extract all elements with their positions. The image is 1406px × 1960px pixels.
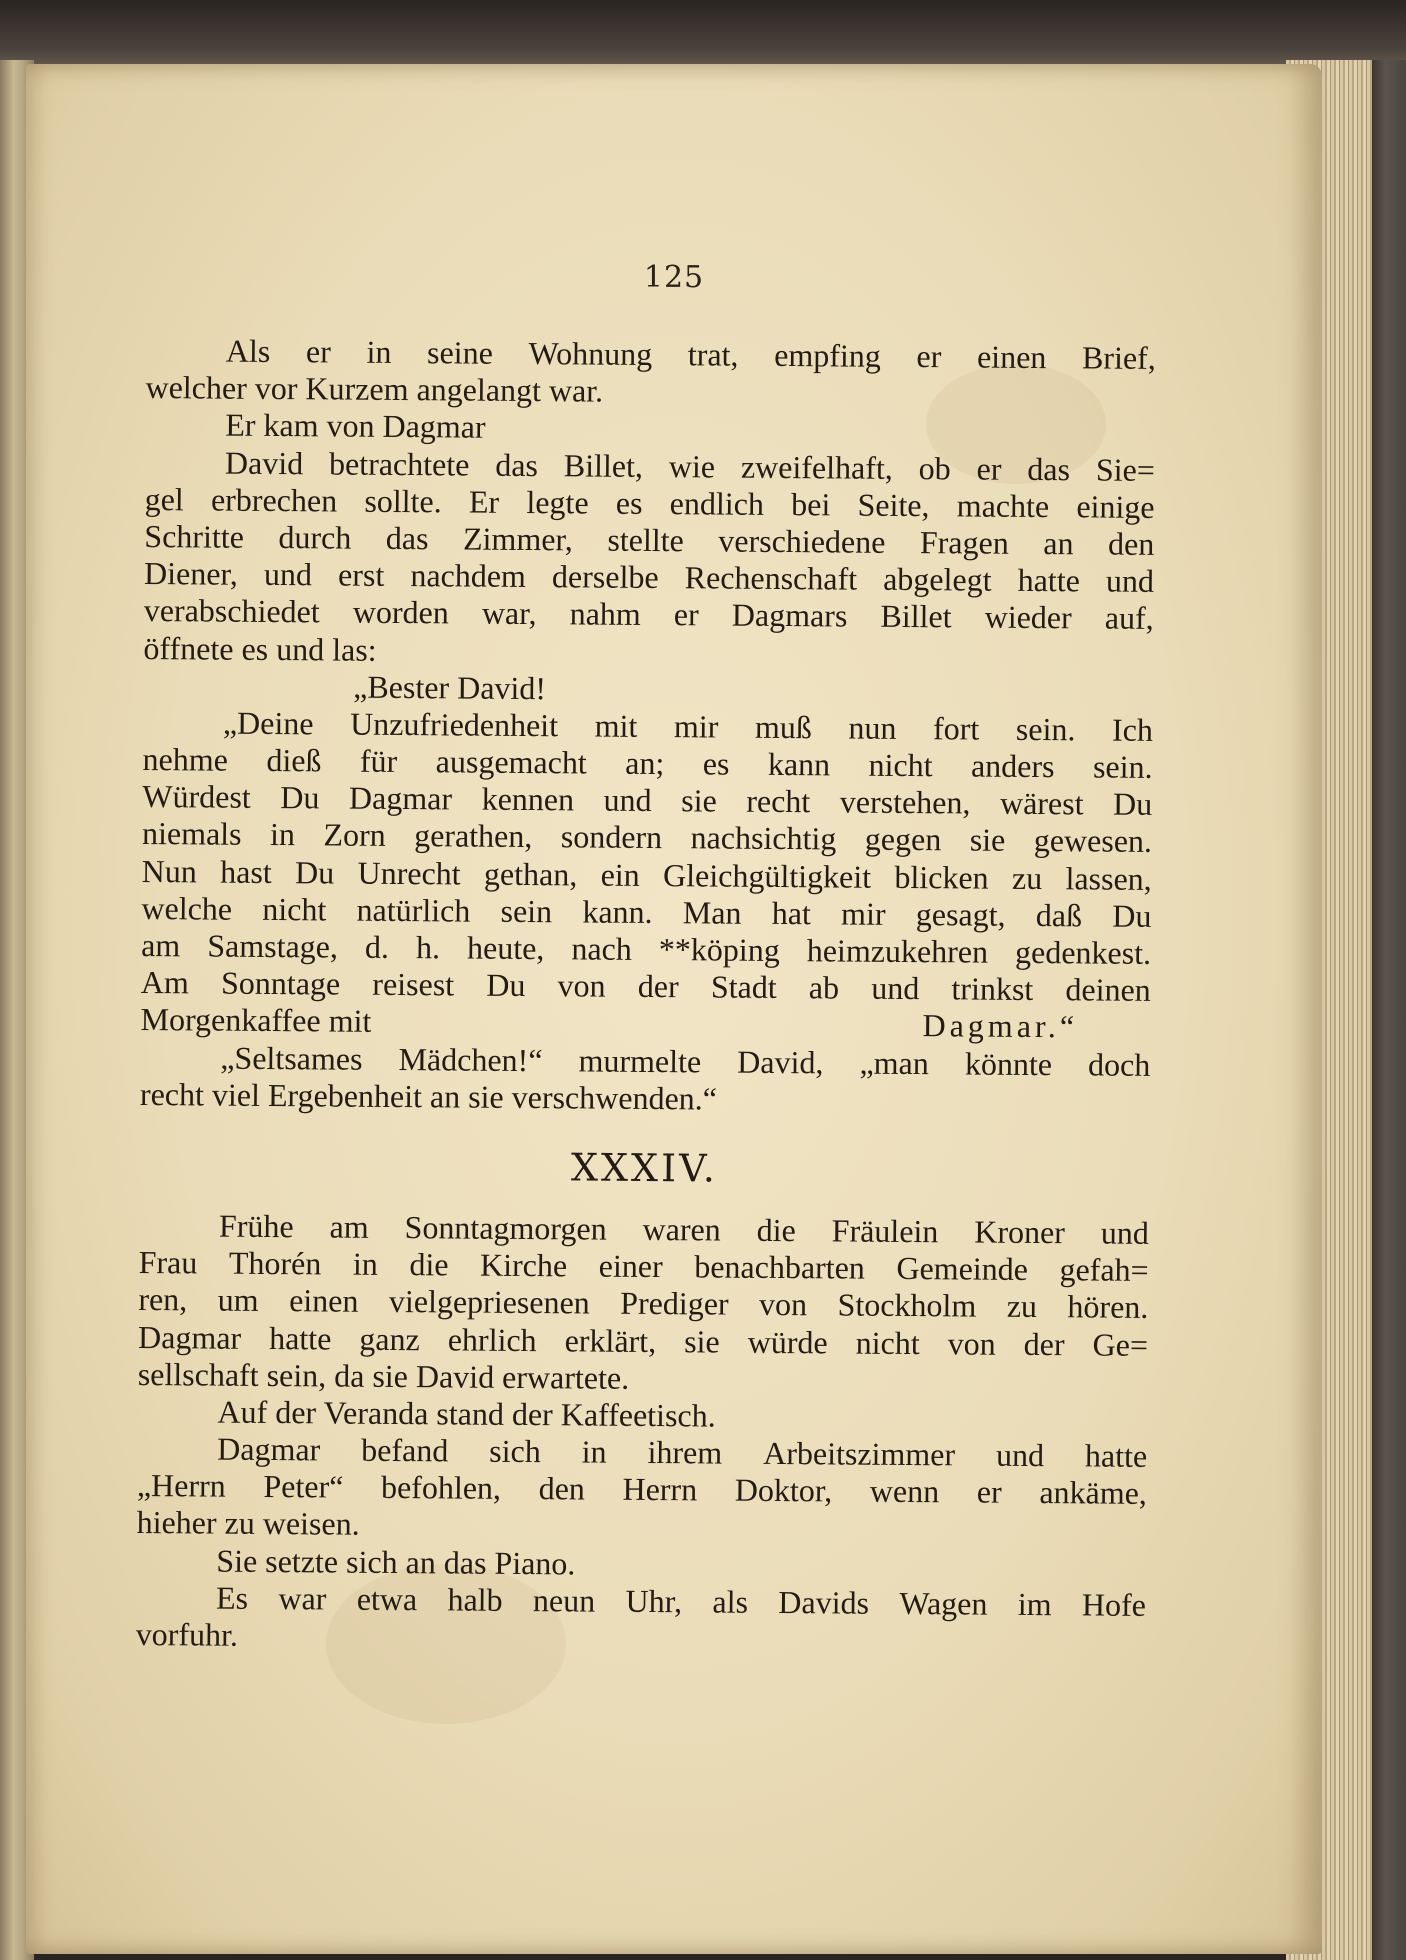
word: er (673, 596, 699, 633)
word: es (615, 484, 643, 521)
word: sein. (1015, 710, 1076, 748)
word: von (557, 967, 606, 1004)
word: Fräulein (831, 1212, 939, 1250)
word: wie (668, 447, 716, 485)
word: ausgemacht (435, 743, 587, 781)
word: für (359, 742, 398, 780)
word: sie (681, 782, 717, 819)
word: Peter“ (263, 1468, 344, 1505)
text-line: vorfuhr. (135, 1615, 239, 1653)
word: Rechenschaft (684, 559, 858, 597)
word: hören. (1067, 1288, 1149, 1326)
word: Wohnung (528, 335, 653, 372)
word: Gemeinde (896, 1250, 1029, 1288)
word: muß (754, 708, 813, 746)
word: sie (969, 821, 1006, 859)
word: verstehen, (839, 783, 971, 821)
word: Fragen (919, 524, 1009, 561)
word: sein. (1092, 748, 1153, 785)
word: ehrlich (447, 1320, 537, 1358)
text-line (136, 1579, 1146, 1624)
text-line: hieher zu weisen. (136, 1504, 360, 1543)
word: ihrem (647, 1434, 723, 1471)
text-line (142, 815, 1152, 860)
word: Man (682, 894, 742, 931)
word: um (217, 1281, 259, 1319)
word: Prediger (620, 1285, 729, 1322)
word: Schritte (144, 517, 245, 555)
word: sondern (560, 818, 663, 856)
word: wieder (984, 598, 1072, 636)
word: sollte. (364, 482, 442, 520)
word: gel (144, 480, 184, 518)
word: niemals (141, 815, 242, 853)
word: ankäme, (1039, 1474, 1148, 1512)
word: Kroner (974, 1213, 1066, 1251)
word: recht (746, 782, 811, 820)
word: und (871, 969, 920, 1007)
word: endlich (669, 484, 765, 522)
word: die (756, 1211, 796, 1249)
word: erst (337, 556, 385, 594)
word: erklärt, (564, 1321, 657, 1359)
word: einige (1076, 488, 1155, 525)
text-section-letter (141, 332, 1156, 1009)
word: d. (364, 928, 390, 965)
word: hast (220, 853, 272, 890)
word: er (305, 333, 331, 370)
word: Zorn (323, 816, 386, 854)
word: anders (970, 747, 1055, 785)
word: doch (1087, 1045, 1151, 1083)
word: Nun (141, 852, 198, 890)
word: neun (532, 1581, 596, 1619)
word: und (995, 1436, 1045, 1474)
word: mir (673, 708, 719, 745)
word: hatte (269, 1319, 332, 1356)
word: Sonntagmorgen (404, 1208, 607, 1247)
word: am (141, 926, 181, 964)
word: mit (594, 707, 638, 744)
word: würde (747, 1323, 828, 1360)
word: sich (489, 1432, 541, 1470)
word: hat (771, 894, 812, 932)
word: wärest (999, 784, 1084, 822)
word: Thorén (228, 1244, 322, 1282)
word: Dagmars (731, 596, 848, 634)
page-number: 125 (643, 260, 705, 295)
word: Wagen (899, 1584, 988, 1622)
word: in (352, 1245, 378, 1282)
word: es (702, 745, 730, 782)
word: und (603, 781, 652, 819)
word: sein (500, 892, 553, 930)
word: Es (215, 1579, 249, 1616)
word: derselbe (551, 558, 659, 596)
word: im (1017, 1585, 1052, 1622)
word: heimzukehren (806, 932, 989, 970)
word: am (329, 1208, 369, 1245)
word: dieß (266, 742, 322, 779)
word: Kirche (479, 1246, 568, 1284)
word: Arbeitszimmer (763, 1434, 956, 1473)
word: Als (225, 332, 271, 369)
text-line: Er kam von Dagmar (225, 407, 486, 446)
word: Unrecht (357, 854, 461, 892)
word: empfing (774, 336, 881, 374)
word: als (712, 1583, 749, 1620)
word: David, (737, 1043, 824, 1080)
word: in (269, 816, 296, 853)
word: einen (289, 1282, 359, 1320)
word: den (538, 1470, 586, 1507)
word: auf, (1104, 599, 1154, 637)
word: gedenkest. (1014, 933, 1152, 971)
word: das (1027, 450, 1071, 487)
word: halb (447, 1581, 503, 1618)
word: gegen (864, 821, 942, 858)
word: von (947, 1324, 996, 1362)
word: Uhr, (625, 1582, 683, 1620)
word: ob (918, 449, 951, 486)
word: waren (642, 1210, 721, 1248)
word: nachdem (410, 557, 527, 595)
word: **köping (658, 931, 780, 968)
word: „Seltsames (220, 1039, 363, 1077)
word: Sie= (1095, 451, 1155, 488)
text-line: sellschaft sein, da sie David erwartete. (137, 1355, 630, 1396)
word: Billet (880, 598, 952, 635)
word: in (581, 1433, 607, 1470)
word: könnte (964, 1045, 1053, 1082)
word: Sonntage (220, 964, 341, 1002)
word: lassen, (1065, 859, 1152, 897)
word: legte (526, 483, 589, 521)
book-page (26, 64, 1322, 1954)
word: Samstage, (207, 927, 339, 965)
word: war (278, 1579, 327, 1617)
word: verabschiedet (143, 592, 320, 630)
word: Du (294, 853, 335, 891)
word: Stadt (710, 968, 777, 1006)
word: stellte (607, 521, 684, 559)
word: „man (859, 1044, 929, 1081)
page-text (136, 332, 1156, 1661)
word: den (1107, 525, 1155, 562)
word: David (224, 444, 304, 481)
word: gerathen, (414, 817, 533, 855)
word: Du (486, 966, 526, 1004)
signature-line-text: Morgenkaffee mit (140, 1001, 372, 1040)
word: Doktor, (734, 1471, 833, 1509)
word: der (637, 968, 679, 1005)
word: trat, (687, 336, 739, 373)
word: „Herrn (136, 1467, 226, 1504)
word: blicken (894, 858, 989, 896)
word: worden (352, 593, 449, 631)
word: das (385, 519, 429, 557)
word: betrachtete (328, 445, 470, 483)
word: gewesen. (1033, 822, 1153, 860)
word: gethan, (483, 855, 578, 893)
word: „Deine (222, 704, 314, 742)
word: in (366, 333, 392, 370)
word: Dagmar (348, 779, 453, 817)
word: zu (1006, 1288, 1038, 1325)
word: heute, (466, 929, 545, 967)
letter-signature: Dagmar.“ (922, 1007, 1079, 1045)
text-line: recht viel Ergebenheit an sie verschwenden.“ (139, 1075, 718, 1117)
word: ein (600, 856, 640, 893)
word: nehme (142, 741, 229, 778)
word: der (1023, 1325, 1065, 1362)
word: nicht (855, 1324, 920, 1361)
word: Am (140, 964, 190, 1001)
word: natürlich (356, 891, 471, 929)
word: nachsichtig (690, 819, 837, 857)
word: die (409, 1246, 449, 1283)
word: abgelegt (883, 560, 992, 598)
word: kann (767, 745, 831, 783)
word: nach (571, 930, 632, 967)
word: kennen (481, 780, 575, 818)
word: machte (956, 487, 1050, 524)
word: ab (808, 969, 840, 1006)
word: gesagt, (915, 895, 1006, 933)
word: ren, (138, 1281, 188, 1318)
word: Ge= (1092, 1325, 1149, 1363)
word: Dagmar (137, 1318, 242, 1356)
word: Herrn (622, 1471, 698, 1508)
chapter-heading: XXXIV. (570, 1145, 719, 1191)
word: das (495, 446, 539, 483)
word: bei (791, 485, 831, 523)
word: welche (141, 889, 233, 927)
word: Mädchen!“ (398, 1040, 543, 1078)
word: Billet, (563, 446, 644, 484)
word: Gleichgültigkeit (662, 856, 872, 895)
word: Brief, (1081, 339, 1156, 376)
book-top-edge (0, 0, 1406, 70)
word: Stockholm (837, 1286, 977, 1324)
word: reisest (372, 965, 455, 1003)
word: trinkst (951, 970, 1034, 1008)
text-line: öffnete es und las: (143, 629, 377, 668)
word: Würdest (142, 778, 251, 816)
word: befohlen, (380, 1469, 502, 1507)
word: sie (684, 1322, 720, 1360)
word: er (976, 1473, 1002, 1511)
word: murmelte (578, 1041, 702, 1079)
word: war, (481, 594, 537, 632)
word: h. (415, 929, 441, 966)
word: nun (848, 709, 897, 746)
text-line: Sie setzte sich an das Piano. (216, 1542, 576, 1582)
word: durch (278, 518, 352, 556)
word: einer (598, 1247, 663, 1285)
word: kann. (582, 893, 653, 930)
word: verschiedene (718, 522, 886, 560)
word: gefah= (1059, 1251, 1149, 1289)
word: zu (1011, 859, 1043, 896)
word: Du (1112, 785, 1153, 823)
word: und (1100, 1214, 1150, 1251)
word: wenn (869, 1472, 940, 1510)
word: Seite, (857, 486, 930, 523)
word: hatte (1017, 561, 1081, 599)
text-line: „Bester David! (353, 668, 547, 706)
word: Davids (778, 1583, 870, 1621)
word: Hofe (1081, 1586, 1147, 1623)
word: ganz (359, 1320, 420, 1357)
word: vielgepriesenen (388, 1283, 590, 1321)
word: fort (932, 710, 980, 747)
word: einen (976, 338, 1047, 376)
word: und (263, 556, 313, 593)
text-line: Auf der Veranda stand der Kaffeetisch. (217, 1393, 716, 1434)
word: nahm (569, 595, 641, 633)
word: Ich (1111, 711, 1154, 748)
word: an; (625, 744, 665, 782)
word: seine (426, 334, 494, 371)
word: befand (361, 1431, 449, 1469)
signature-line (140, 1001, 1150, 1046)
word: er (916, 338, 942, 375)
word: benachbarten (694, 1248, 866, 1286)
word: Du (280, 779, 320, 816)
word: nicht (262, 890, 327, 928)
word: Frühe (218, 1207, 294, 1245)
word: Er (468, 483, 500, 520)
word: deinen (1065, 971, 1151, 1009)
word: Zimmer, (462, 520, 574, 558)
word: daß (1035, 896, 1083, 934)
word: mir (841, 895, 886, 932)
word: zweifelhaft, (740, 448, 893, 486)
word: Unzufriedenheit (350, 705, 559, 744)
word: Diener, (143, 555, 239, 592)
word: Frau (138, 1244, 198, 1281)
word: hatte (1084, 1437, 1148, 1474)
word: Dagmar (217, 1430, 321, 1468)
word: von (758, 1286, 808, 1323)
word: erbrechen (210, 481, 338, 519)
word: Du (1112, 897, 1152, 934)
word: etwa (356, 1580, 418, 1617)
word: und (1105, 562, 1155, 600)
book-cover-edge (1372, 60, 1406, 1960)
word: an (1043, 524, 1074, 562)
word: nicht (868, 746, 933, 784)
text-section-chapter (136, 1207, 1149, 1661)
word: er (976, 450, 1002, 487)
text-section-reply (140, 1039, 1151, 1121)
text-line: welcher vor Kurzem angelangt war. (145, 369, 604, 409)
